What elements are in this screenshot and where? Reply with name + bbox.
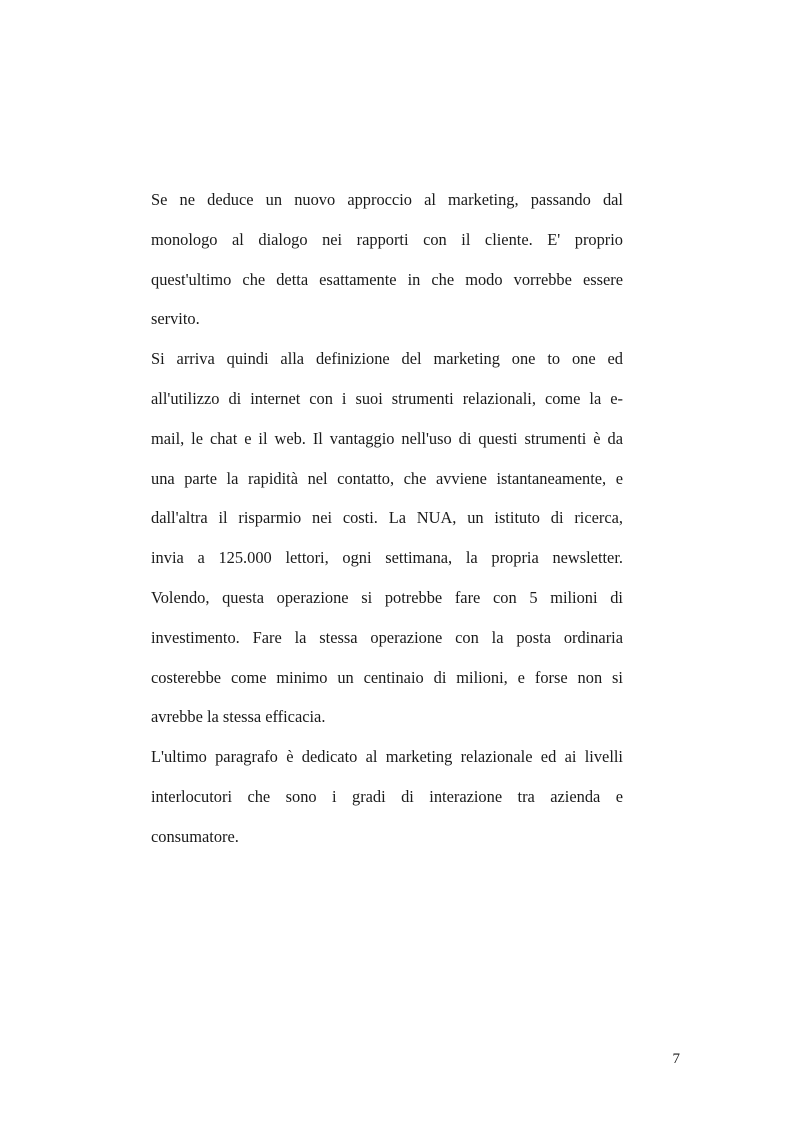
text-line: una parte la rapidità nel contatto, che avviene istantaneamente, e [151,468,623,488]
text-line: all'utilizzo di internet con i suoi strumenti relazionali, come la e- [151,388,623,408]
text-line: Volendo, questa operazione si potrebbe fare con 5 milioni di [151,587,623,607]
text-line: mail, le chat e il web. Il vantaggio nell'uso di questi strumenti è da [151,428,623,448]
text-line: servito. [151,309,200,329]
text-line: Si arriva quindi alla definizione del marketing one to one ed [151,349,623,369]
text-line: quest'ultimo che detta esattamente in che modo vorrebbe essere [151,269,623,289]
text-line: L'ultimo paragrafo è dedicato al marketing relazionale ed ai livelli [151,747,623,767]
text-line: investimento. Fare la stessa operazione con la posta ordinaria [151,627,623,647]
text-line: invia a 125.000 lettori, ogni settimana, la propria newsletter. [151,548,623,568]
body-text [151,184,623,861]
text-line: interlocutori che sono i gradi di interazione tra azienda e [151,786,623,806]
text-line: monologo al dialogo nei rapporti con il cliente. E' proprio [151,229,623,249]
page-number: 7 [672,1051,680,1067]
text-line: avrebbe la stessa efficacia. [151,707,326,727]
text-line: Se ne deduce un nuovo approccio al marketing, passando dal [151,190,623,209]
text-line: dall'altra il risparmio nei costi. La NUA, un istituto di ricerca, [151,508,623,528]
text-line: costerebbe come minimo un centinaio di milioni, e forse non si [151,667,623,687]
text-line: consumatore. [151,826,239,846]
